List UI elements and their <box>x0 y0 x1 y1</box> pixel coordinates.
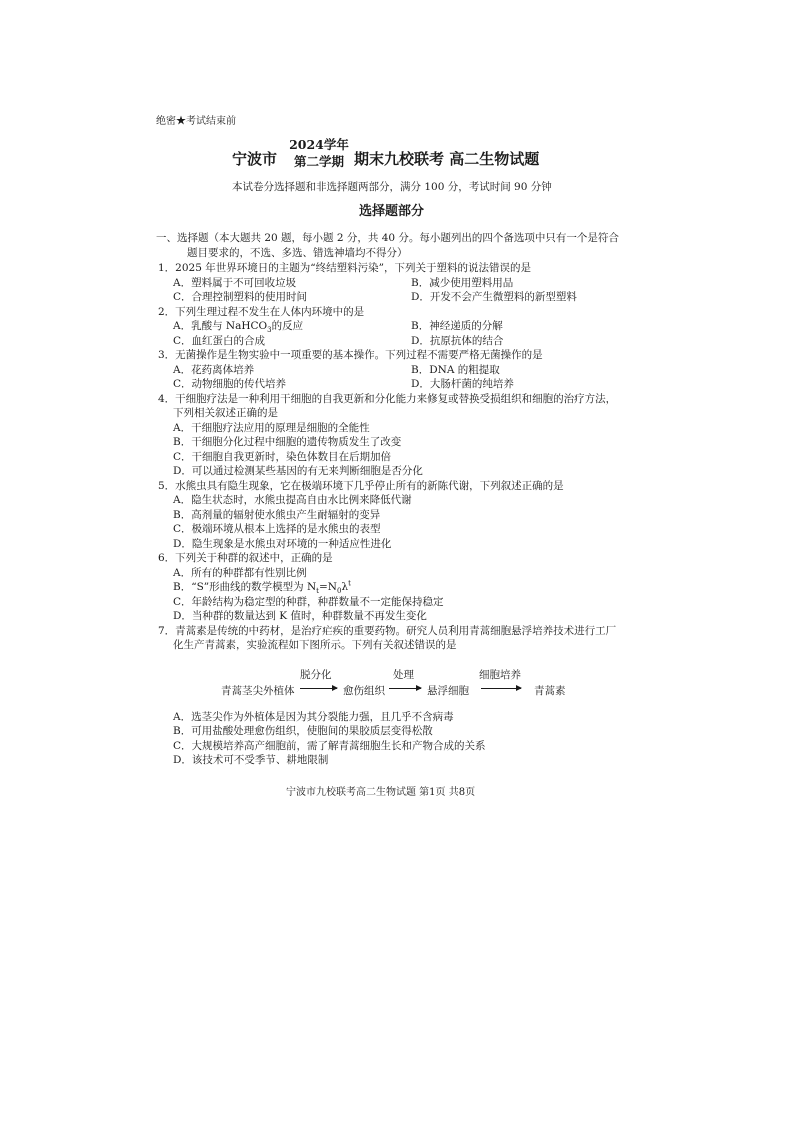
question-6-option-c: C．年龄结构为稳定型的种群，种群数量不一定能保持稳定 <box>173 596 444 608</box>
question-1-option-a: A．塑料属于不可回收垃圾 <box>173 277 297 289</box>
exam-intro: 本试卷分选择题和非选择题两部分，满分 100 分，考试时间 90 分钟 <box>232 181 552 193</box>
question-5-option-a: A．隐生状态时，水熊虫提高自由水比例来降低代谢 <box>173 494 412 506</box>
process-flow-diagram <box>218 665 578 701</box>
question-3-option-b: B．DNA 的粗提取 <box>411 364 500 376</box>
question-7-option-d: D．该技术可不受季节、耕地限制 <box>173 754 329 766</box>
question-2-option-b: B．神经递质的分解 <box>411 320 503 332</box>
question-6-stem: 6．下列关于种群的叙述中，正确的是 <box>158 552 333 564</box>
flow-node-artemisinin: 青蒿素 <box>534 685 566 697</box>
question-1-option-d: D．开发不会产生微塑料的新型塑料 <box>411 291 577 303</box>
question-3-option-c: C．动物细胞的传代培养 <box>173 378 287 390</box>
question-4-stem-cont: 下列相关叙述正确的是 <box>173 407 278 419</box>
flow-label-treatment: 处理 <box>393 669 414 681</box>
question-1-option-b: B．减少使用塑料用品 <box>411 277 514 289</box>
exam-title <box>0 136 794 172</box>
question-7-option-b: B．可用盐酸处理愈伤组织，使胞间的果胶质层变得松散 <box>173 725 433 737</box>
question-3-stem: 3．无菌操作是生物实验中一项重要的基本操作。下列过程不需要严格无菌操作的是 <box>158 349 543 361</box>
flow-label-cell-culture: 细胞培养 <box>479 669 521 681</box>
flow-arrow-3 <box>481 688 521 689</box>
question-7-option-c: C．大规模培养高产细胞前，需了解青蒿细胞生长和产物合成的关系 <box>173 740 486 752</box>
question-6-option-b: B．“S”形曲线的数学模型为 $N_t=N_0\lambda^t$ <box>173 579 351 596</box>
question-5-stem: 5．水熊虫具有隐生现象，它在极端环境下几乎停止所有的新陈代谢，下列叙述正确的是 <box>158 480 564 492</box>
page-footer: 宁波市九校联考高二生物试题 第1页 共8页 <box>286 787 476 798</box>
title-year: 2024学年 <box>289 137 349 152</box>
title-main: 期末九校联考 高二生物试题 <box>354 150 540 168</box>
question-3-option-a: A．花药离体培养 <box>173 364 255 376</box>
question-4-option-d: D．可以通过检测某些基因的有无来判断细胞是否分化 <box>173 465 423 477</box>
question-7-option-a: A．选茎尖作为外植体是因为其分裂能力强，且几乎不含病毒 <box>173 711 454 723</box>
question-5-option-d: D．隐生现象是水熊虫对环境的一种适应性进化 <box>173 538 392 550</box>
instructions-line-1: 一、选择题（本大题共 20 题，每小题 2 分，共 40 分。每小题列出的四个备选项中只有一个是符合 <box>156 232 619 244</box>
question-6-option-d: D．当种群的数量达到 K 值时，种群数量不再发生变化 <box>173 610 427 622</box>
section-heading: 选择题部分 <box>359 204 425 219</box>
question-7-stem-cont: 化生产青蒿素，实验流程如下图所示。下列有关叙述错误的是 <box>173 639 457 651</box>
title-semester: 第二学期 <box>293 154 344 169</box>
question-3-option-d: D．大肠杆菌的纯培养 <box>411 378 514 390</box>
question-2-option-c: C．血红蛋白的合成 <box>173 335 266 347</box>
flow-node-suspension-cells: 悬浮细胞 <box>427 685 469 697</box>
question-1-stem: 1．2025 年世界环境日的主题为“终结塑料污染”，下列关于塑料的说法错误的是 <box>158 262 531 274</box>
question-1-option-c: C．合理控制塑料的使用时间 <box>173 291 308 303</box>
question-4-option-b: B．干细胞分化过程中细胞的遗传物质发生了改变 <box>173 436 402 448</box>
question-6-option-a: A．所有的种群都有性别比例 <box>173 567 307 579</box>
title-city: 宁波市 <box>232 150 278 168</box>
confidential-note: 绝密★考试结束前 <box>156 116 236 127</box>
flow-node-explant: 青蒿茎尖外植体 <box>221 685 295 697</box>
question-2-option-a: A．乳酸与 NaHCO$_3$的反应 <box>173 320 304 335</box>
question-5-option-c: C．极端环境从根本上选择的是水熊虫的表型 <box>173 523 381 535</box>
question-4-option-c: C．干细胞自我更新时，染色体数目在后期加倍 <box>173 451 392 463</box>
question-7-stem: 7．青蒿素是传统的中药材，是治疗疟疾的重要药物。研究人员利用青蒿细胞悬浮培养技术进行工厂 <box>158 625 617 637</box>
flow-label-dedifferentiation: 脱分化 <box>300 669 332 681</box>
flow-arrow-2 <box>389 688 421 689</box>
question-4-option-a: A．干细胞疗法应用的原理是细胞的全能性 <box>173 422 370 434</box>
question-2-option-d: D．抗原抗体的结合 <box>411 335 504 347</box>
flow-arrow-1 <box>300 688 337 689</box>
title-term <box>289 136 349 170</box>
question-5-option-b: B．高剂量的辐射使水熊虫产生耐辐射的变异 <box>173 509 381 521</box>
question-2-stem: 2．下列生理过程不发生在人体内环境中的是 <box>158 306 365 318</box>
flow-node-callus: 愈伤组织 <box>343 685 385 697</box>
question-4-stem: 4．干细胞疗法是一种利用干细胞的自我更新和分化能力来修复或替换受损组织和细胞的治疗方法， <box>158 393 617 405</box>
instructions-line-2: 题目要求的，不选、多选、错选神墙均不得分） <box>187 247 408 259</box>
